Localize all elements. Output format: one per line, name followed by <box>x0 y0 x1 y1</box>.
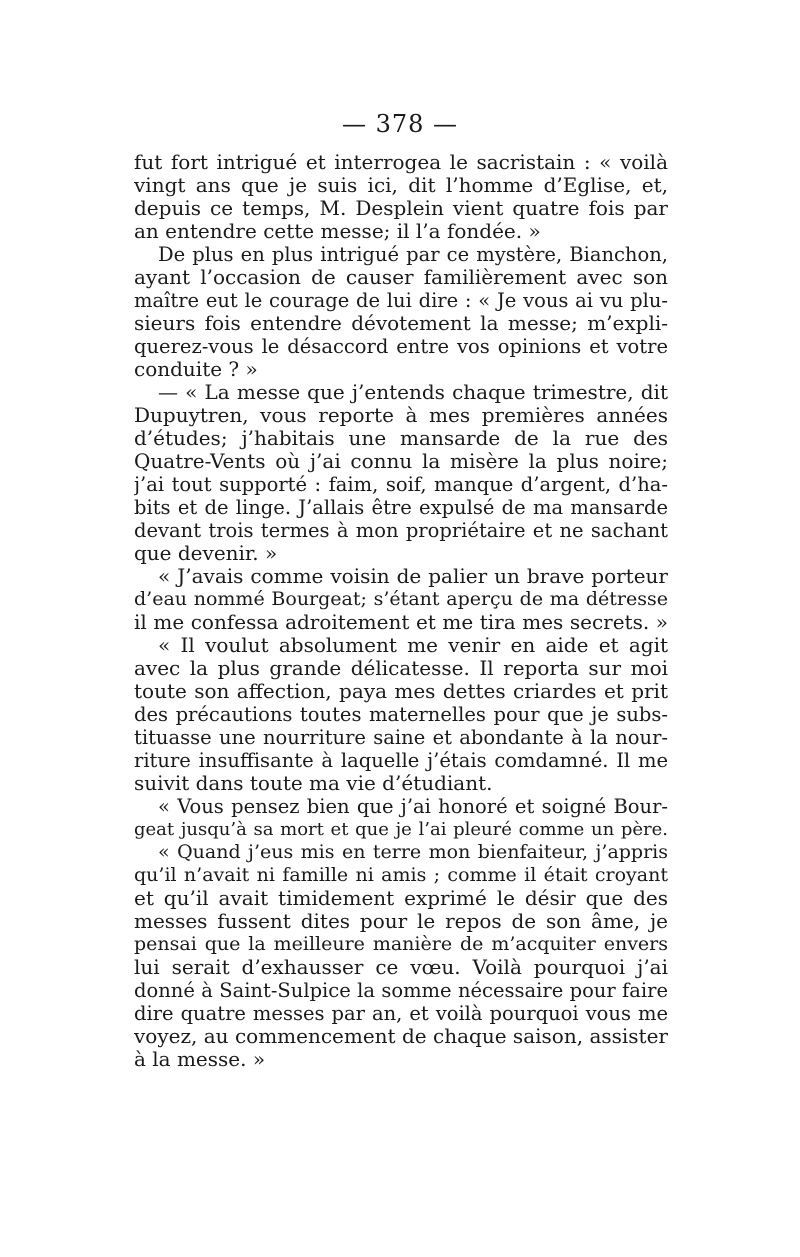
text-line: riture insuffisante à laquelle j’étais comdamné. Il me <box>134 749 668 772</box>
text-line: fut fort intrigué et interrogea le sacristain : « voilà <box>134 151 668 174</box>
page-number: — 378 — <box>341 110 459 138</box>
text-line: sieurs fois entendre dévotement la messe; m’expli- <box>134 312 668 335</box>
text-line: messes fussent dites pour le repos de son âme, je <box>134 910 668 933</box>
text-line: lui serait d’exhausser ce vœu. Voilà pourquoi j’ai <box>134 956 668 979</box>
text-line: Dupuytren, vous reporte à mes premières années <box>134 404 668 427</box>
text-line: des précautions toutes maternelles pour que je subs- <box>134 703 668 726</box>
text-line: à la messe. » <box>134 1048 266 1071</box>
body-text <box>134 151 668 1071</box>
text-line: vingt ans que je suis ici, dit l’homme d’Eglise, et, <box>134 174 668 197</box>
text-line: De plus en plus intrigué par ce mystère, Bianchon, <box>158 243 668 266</box>
text-line: bits et de linge. J’allais être expulsé de ma mansarde <box>134 496 668 519</box>
text-line: avec la plus grande délicatesse. Il reporta sur moi <box>134 657 668 680</box>
text-line: « Il voulut absolument me venir en aide et agit <box>158 634 668 657</box>
text-line: « Quand j’eus mis en terre mon bienfaiteur, j’appris <box>158 841 668 863</box>
text-line: j’ai tout supporté : faim, soif, manque d’argent, d’ha- <box>134 473 668 496</box>
text-line: « J’avais comme voisin de palier un brave porteur <box>158 565 668 588</box>
text-line: maître eut le courage de lui dire : « Je vous ai vu plu- <box>134 289 668 312</box>
text-line: devant trois termes à mon propriétaire et ne sachant <box>134 519 668 542</box>
text-line: d’eau nommé Bourgeat; s’étant aperçu de ma détresse <box>134 588 668 610</box>
text-line: voyez, au commencement de chaque saison, assister <box>134 1025 668 1048</box>
text-line: il me confessa adroitement et me tira mes secrets. » <box>134 611 668 634</box>
text-line: qu’il n’avait ni famille ni amis ; comme il était croyant <box>134 864 668 886</box>
text-line: conduite ? » <box>134 358 258 381</box>
text-line: geat jusqu’à sa mort et que je l’ai pleuré comme un père. <box>134 819 668 840</box>
text-line: que devenir. » <box>134 542 278 565</box>
text-line: toute son affection, paya mes dettes criardes et prit <box>134 680 668 703</box>
text-line: « Vous pensez bien que j’ai honoré et soigné Bour- <box>158 795 668 818</box>
text-line: depuis ce temps, M. Desplein vient quatre fois par <box>134 197 668 220</box>
text-line: donné à Saint-Sulpice la somme nécessaire pour faire <box>134 979 668 1002</box>
text-line: suivit dans toute ma vie d’étudiant. <box>134 772 493 795</box>
text-line: — « La messe que j’entends chaque trimestre, dit <box>158 381 668 404</box>
text-line: dire quatre messes par an, et voilà pourquoi vous me <box>134 1002 668 1025</box>
text-line: Quatre-Vents où j’ai connu la misère la plus noire; <box>134 450 668 473</box>
text-line: ayant l’occasion de causer familièrement avec son <box>134 266 668 289</box>
text-line: pensai que la meilleure manière de m’acquiter envers <box>134 933 668 955</box>
text-line: querez-vous le désaccord entre vos opinions et votre <box>134 335 668 358</box>
text-line: et qu’il avait timidement exprimé le désir que des <box>134 887 668 910</box>
text-line: an entendre cette messe; il l’a fondée. » <box>134 220 541 243</box>
text-line: d’études; j’habitais une mansarde de la rue des <box>134 427 668 450</box>
text-line: tituasse une nourriture saine et abondante à la nour- <box>134 726 668 749</box>
